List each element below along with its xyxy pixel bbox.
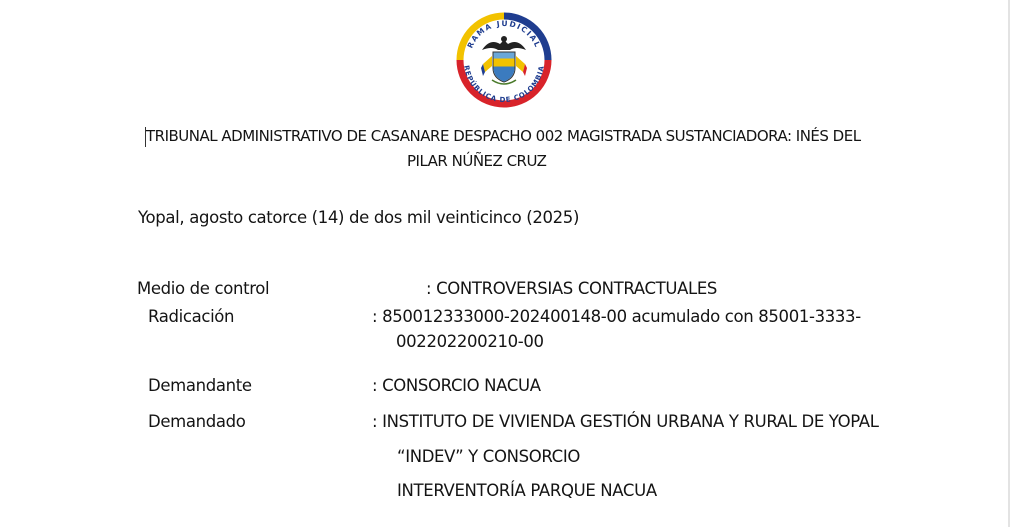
value-radicacion-line-2: 002202200210-00 xyxy=(396,332,544,351)
value-medio-de-control: : CONTROVERSIAS CONTRACTUALES xyxy=(426,279,718,298)
seal-text-bottom: REPÚBLICA DE COLOMBIA xyxy=(462,64,546,105)
value-demandante: : CONSORCIO NACUA xyxy=(372,376,541,395)
rama-judicial-seal xyxy=(452,6,556,114)
label-demandado: Demandado xyxy=(148,412,246,431)
header-line-2: PILAR NÚÑEZ CRUZ xyxy=(407,152,547,170)
seal-text-top: RAMA JUDICIAL xyxy=(465,18,543,50)
value-demandado-line-2: “INDEV” Y CONSORCIO xyxy=(397,447,580,466)
page-edge xyxy=(1008,0,1010,527)
label-medio-de-control: Medio de control xyxy=(137,279,270,298)
value-demandado-line-1: : INSTITUTO DE VIVIENDA GESTIÓN URBANA Y RURAL DE YOPAL xyxy=(372,412,879,431)
date-line: Yopal, agosto catorce (14) de dos mil veinticinco (2025) xyxy=(138,208,580,227)
value-radicacion-line-1: : 850012333000-202400148-00 acumulado con 85001-3333- xyxy=(372,307,861,326)
label-demandante: Demandante xyxy=(148,376,252,395)
label-radicacion: Radicación xyxy=(148,307,235,326)
coat-of-arms-shield-icon xyxy=(493,52,515,82)
header-line-1: TRIBUNAL ADMINISTRATIVO DE CASANARE DESPACHO 002 MAGISTRADA SUSTANCIADORA: INÉS DEL xyxy=(146,127,861,145)
value-demandado-line-3: INTERVENTORÍA PARQUE NACUA xyxy=(397,481,657,500)
